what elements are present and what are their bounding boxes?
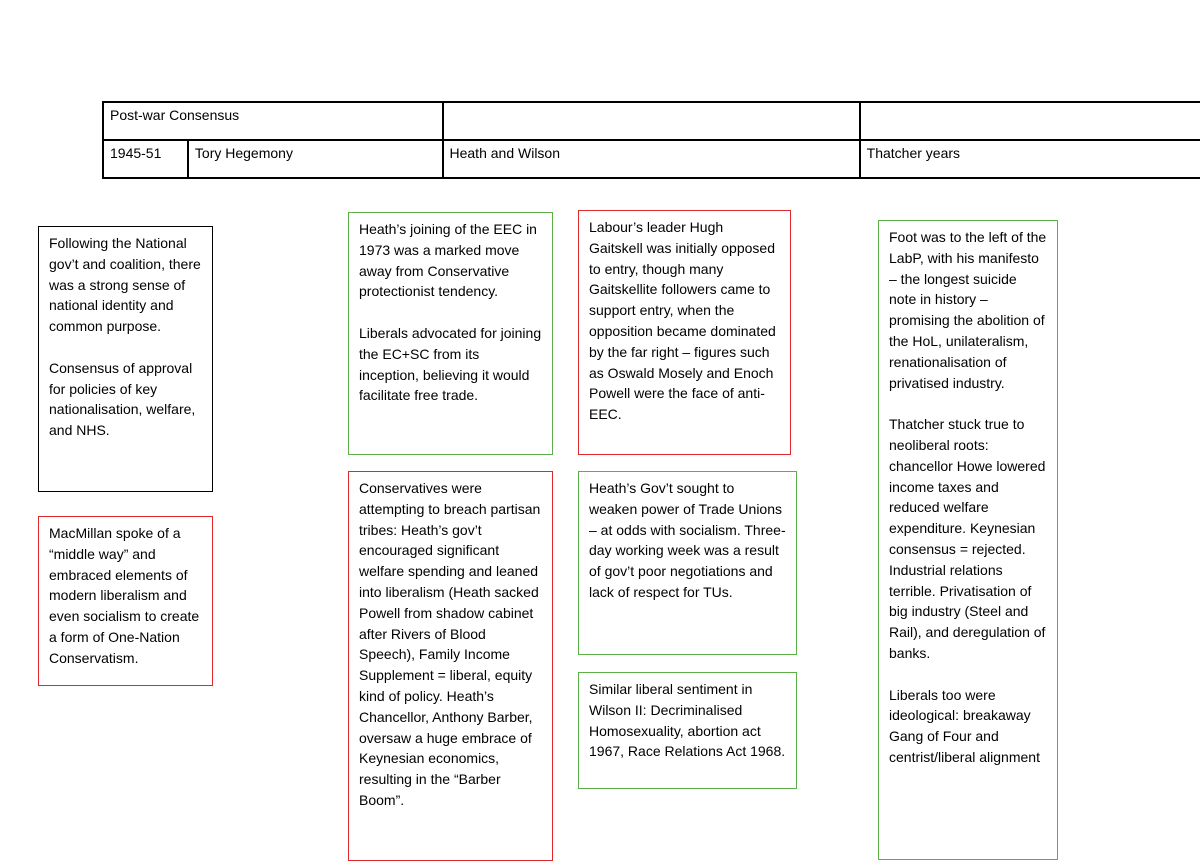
header-cell-1945-51: 1945-51 <box>103 140 188 178</box>
note-thatcher <box>878 220 1058 860</box>
note-paragraph: Labour’s leader Hugh Gaitskell was initially opposed to entry, though many Gaitskellite followers came to support entry, when the opposition became dominated by the far right – figures such as Oswald Mosely and Enoch Powell were the face of anti-EEC. <box>589 219 776 423</box>
header-cell-heath-wilson: Heath and Wilson <box>443 140 860 178</box>
note-heath-eec <box>348 212 553 455</box>
period-header-table <box>102 101 1200 179</box>
header-row-title <box>103 102 1200 140</box>
note-paragraph: Conservatives were attempting to breach partisan tribes: Heath’s gov’t encouraged significant welfare spending and leaned into liberalism (Heath sacked Powell from shadow cabinet after Rivers of Blood Speech), Family Income Supplement = liberal, equity kind of policy. Heath’s Chancellor, Anthony Barber, oversaw a huge embrace of Keynesian economics, resulting in the “Barber Boom”. <box>359 480 541 808</box>
note-conservatives-breach <box>348 471 553 861</box>
note-macmillan <box>38 516 213 686</box>
note-national-gov <box>38 226 213 492</box>
header-cell-empty <box>443 102 860 140</box>
header-row-periods <box>103 140 1200 178</box>
note-labour-gaitskell <box>578 210 791 455</box>
note-wilson-ii <box>578 672 797 789</box>
header-cell-title: Post-war Consensus <box>103 102 443 140</box>
note-paragraph: Liberals advocated for joining the EC+SC from its inception, believing it would facilitate free trade. <box>359 324 542 404</box>
note-paragraph: Similar liberal sentiment in Wilson II: Decriminalised Homosexuality, abortion act 1967, Race Relations Act 1968. <box>589 681 786 760</box>
note-paragraph: Foot was to the left of the LabP, with his manifesto – the longest suicide note in history – promising the abolition of the HoL, unilateralism, renationalisation of privatised industry. <box>889 229 1047 391</box>
note-paragraph: Following the National gov’t and coalition, there was a strong sense of national identity and common purpose. <box>49 235 201 335</box>
note-paragraph: MacMillan spoke of a “middle way” and embraced elements of modern liberalism and even socialism to create a form of One-Nation Conservatism. <box>49 525 200 666</box>
note-paragraph: Consensus of approval for policies of key nationalisation, welfare, and NHS. <box>49 359 196 439</box>
note-paragraph: Heath’s joining of the EEC in 1973 was a marked move away from Conservative protectionist tendency. <box>359 221 537 300</box>
note-paragraph: Liberals too were ideological: breakaway Gang of Four and centrist/liberal alignment <box>889 686 1040 765</box>
note-paragraph: Thatcher stuck true to neoliberal roots: chancellor Howe lowered income taxes and reduced welfare expenditure. Keynesian consensus = rejected. Industrial relations terrible. Privatisation of big industry (Steel and Rail), and deregulation of banks. <box>889 416 1046 661</box>
header-cell-tory-hegemony: Tory Hegemony <box>188 140 443 178</box>
header-cell-thatcher: Thatcher years <box>860 140 1200 178</box>
note-paragraph: Heath’s Gov’t sought to weaken power of Trade Unions – at odds with socialism. Three-day working week was a result of gov’t poor negotiations and lack of respect for TUs. <box>589 480 786 600</box>
note-heath-unions <box>578 471 797 655</box>
header-cell-empty <box>860 102 1200 140</box>
